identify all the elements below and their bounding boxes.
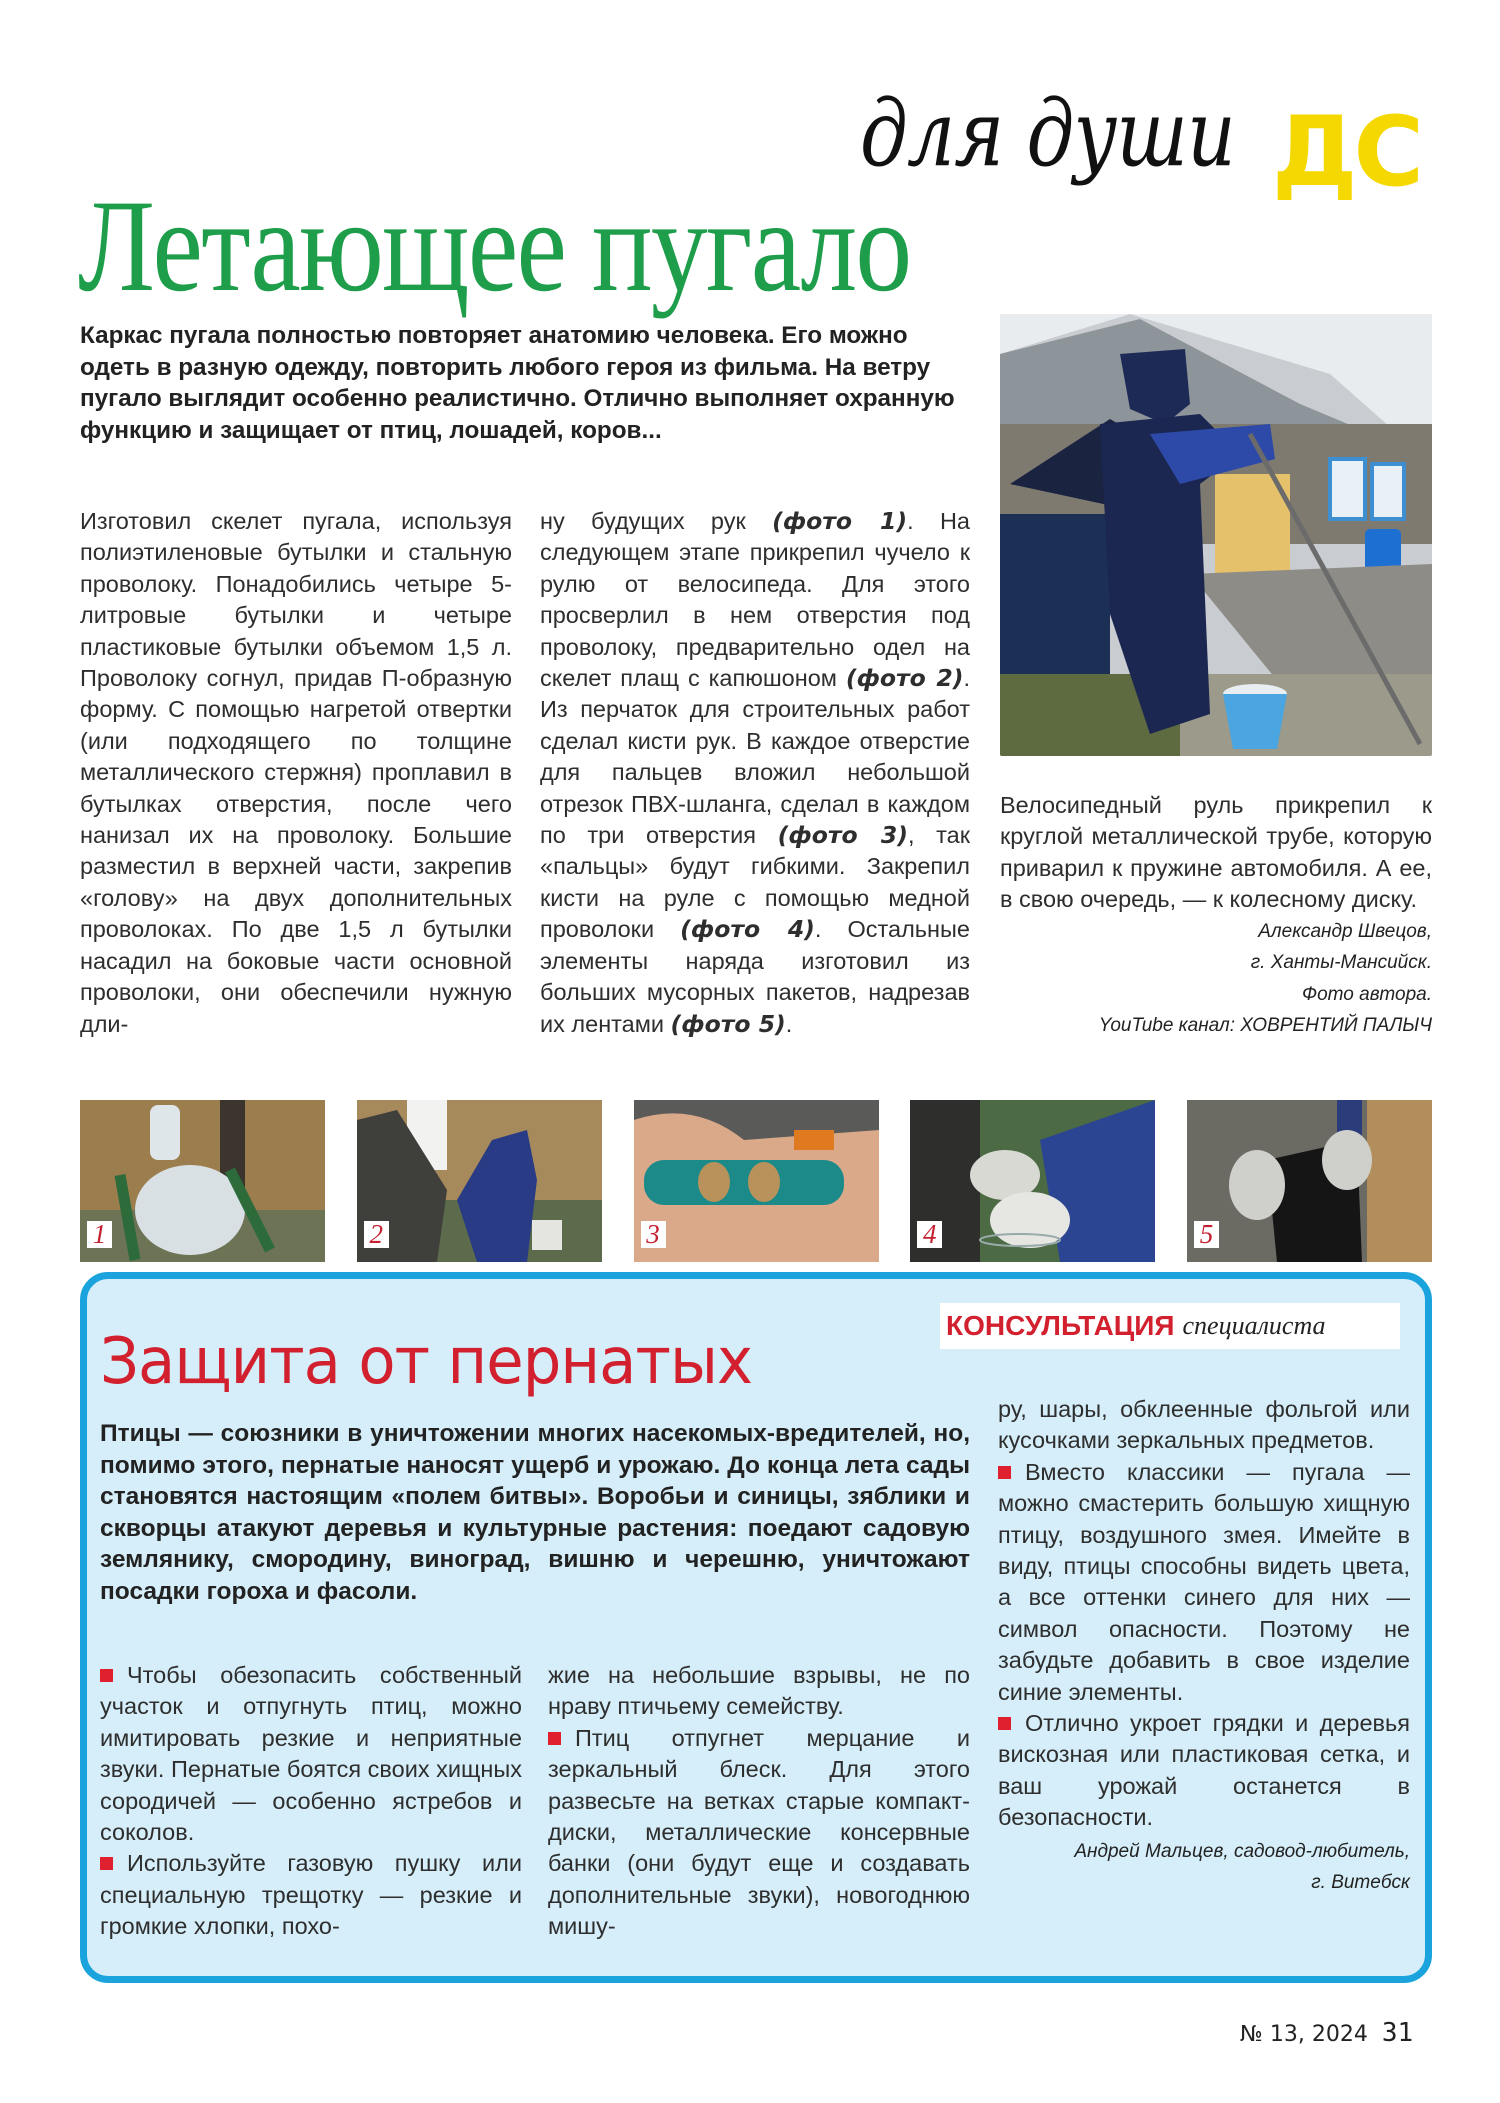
text-segment: ну будущих рук	[540, 508, 773, 534]
dressing-scarecrow-photo-icon	[357, 1100, 602, 1262]
author-name: Александр Швецов,	[1258, 920, 1432, 942]
section-rubric: для души	[860, 80, 1235, 187]
photo-number: 5	[1194, 1221, 1219, 1248]
text-segment: . На следующем этапе прикрепил чучело к рулю от велосипеда. Для этого просверлил в нем отверстия под проволоку, предварительно одел на скелет плащ с капюшоном	[540, 508, 970, 692]
photo-number: 4	[917, 1221, 942, 1248]
text-segment: . Остальные элементы наряда изготовил из больших мусорных пакетов, надрезав их лентами	[540, 916, 970, 1037]
consultation-title: Защита от пернатых	[100, 1325, 753, 1399]
photo-number: 3	[641, 1221, 666, 1248]
text-segment: . Из перчаток для строительных работ сделал кисти рук. В каждое отверстие для пальцев вложил небольшой отрезок ПВХ-шланга, сделал в каждом по три отверстия	[540, 665, 970, 849]
red-square-bullet-icon	[100, 1669, 113, 1682]
column-3-text: Велосипедный руль прикрепил к круглой металлической трубе, которую приварил к пружине автомобиля. А ее, в свою очередь, — к колесному диску.	[1000, 792, 1432, 913]
tip-item	[100, 1848, 522, 1942]
photo-number: 2	[364, 1221, 389, 1248]
tip-text: Используйте газовую пушку или специальную трещотку — резкие и громкие хлопки, похо-	[100, 1850, 522, 1940]
issue-number: № 13, 2024	[1240, 2022, 1368, 2047]
photo-reference-5: (фото 5)	[670, 1009, 786, 1038]
photo-number: 1	[87, 1221, 112, 1248]
consultation-column-3	[998, 1394, 1410, 1899]
red-square-bullet-icon	[998, 1466, 1011, 1479]
author-byline	[1000, 916, 1432, 1042]
tip-text: Чтобы обезопасить собственный участок и отпугнуть птиц, можно имитировать резкие и неприятные звуки. Пернатые боятся своих хищных сородичей — особенно ястребов и соколов.	[100, 1662, 522, 1846]
red-square-bullet-icon	[548, 1732, 561, 1745]
article-title: Летающее пугало	[78, 172, 911, 319]
photo-strip	[80, 1100, 1432, 1262]
article-column-2	[540, 506, 970, 1040]
main-photo	[1000, 314, 1432, 756]
tip-item	[998, 1457, 1410, 1708]
tip-text: Отлично укроет грядки и деревья вискозная или пластиковая сетка, и ваш урожай останется в безопасности.	[998, 1710, 1410, 1831]
text-segment: .	[785, 1010, 793, 1037]
magazine-logo: ДС	[1272, 96, 1420, 208]
photo-1	[80, 1100, 325, 1262]
red-square-bullet-icon	[998, 1717, 1011, 1730]
badge-main-label: КОНСУЛЬТАЦИЯ	[946, 1310, 1175, 1341]
consultation-column-2	[548, 1660, 970, 1943]
photo-reference-3: (фото 3)	[777, 821, 908, 850]
photo-3	[634, 1100, 879, 1262]
article-column-3	[1000, 790, 1432, 1042]
glove-wiring-photo-icon	[910, 1100, 1155, 1262]
tip-text: Вместо классики — пугала — можно смастерить большую хищную птицу, воздушного змея. Имейте в виду, птицы способны видеть цвета, а все оттенки синего для них — символ опасности. Поэтому не забудьте добавить в свое изделие синие элементы.	[998, 1458, 1410, 1705]
tip-continuation: жие на небольшие взрывы, не по нраву птичьему семейству.	[548, 1662, 970, 1720]
article-lead: Каркас пугала полностью повторяет анатомию человека. Его можно одеть в разную одежду, повторить любого героя из фильма. На ветру пугало выглядит особенно реалистично. Отлично выполняет охранную функцию и защищает от птиц, лошадей, коров...	[80, 322, 955, 444]
photo-credit: Фото автора.	[1302, 983, 1432, 1005]
consultant-city: г. Витебск	[1311, 1872, 1410, 1894]
photo-2	[357, 1100, 602, 1262]
article-column-1: Изготовил скелет пугала, используя полиэтиленовые бутылки и стальную проволоку. Понадобились четыре 5-литровые бутылки и четыре пластиковые бутылки объемом 1,5 л. Проволоку согнул, придав П-образную форму. С помощью нагретой отвертки (или подходящего по толщине металлического стержня) проплавил в бутылках отверстия, после чего нанизал их на проволоку. Большие разместил в верхней части, закрепив «голову» на двух дополнительных проволоках. По две 1,5 л бутылки насадил на боковые части основной проволоки, они обеспечили нужную дли-	[80, 508, 512, 1037]
scarecrow-photo-icon	[1000, 314, 1432, 756]
badge-sub-label: специалиста	[1182, 1311, 1326, 1340]
trash-bag-outfit-photo-icon	[1187, 1100, 1432, 1262]
tip-item	[548, 1723, 970, 1943]
bottle-skeleton-photo-icon	[80, 1100, 325, 1262]
consultation-badge	[940, 1303, 1400, 1349]
text-segment: , так «пальцы» будут гибкими. Закрепил кисти на руле с помощью медной проволоки	[540, 822, 970, 943]
tip-continuation: ру, шары, обклеенные фольгой или кусочками зеркальных предметов.	[998, 1396, 1410, 1454]
youtube-channel: YouTube канал: ХОВРЕНТИЙ ПАЛЫЧ	[1098, 1015, 1432, 1037]
page-footer	[1240, 2018, 1413, 2048]
consultant-name: Андрей Мальцев, садовод-любитель,	[1074, 1840, 1410, 1862]
tip-text: Птиц отпугнет мерцание и зеркальный блеск. Для этого развесьте на ветках старые компакт-диски, металлические консервные банки (они будут еще и создавать дополнительные звуки), новогоднюю мишу-	[548, 1724, 970, 1940]
hose-piece-photo-icon	[634, 1100, 879, 1262]
page-number: 31	[1381, 2018, 1414, 2048]
consultation-byline	[998, 1836, 1410, 1899]
tip-item	[100, 1660, 522, 1848]
photo-reference-1: (фото 1)	[772, 507, 908, 535]
red-square-bullet-icon	[100, 1857, 113, 1870]
photo-4	[910, 1100, 1155, 1262]
photo-reference-4: (фото 4)	[680, 915, 815, 944]
photo-5	[1187, 1100, 1432, 1262]
tip-item	[998, 1708, 1410, 1834]
consultation-lead: Птицы — союзники в уничтожении многих насекомых-вредителей, но, помимо этого, пернатые наносят ущерб и урожаю. До конца лета сады становятся настоящим «полем битвы». Воробьи и синицы, зяблики и скворцы атакуют деревья и культурные растения: поедают садовую землянику, смородину, виноград, вишню и черешню, уничтожают посадки гороха и фасоли.	[100, 1420, 970, 1605]
author-city: г. Ханты-Мансийск.	[1250, 952, 1432, 974]
consultation-column-1	[100, 1660, 522, 1943]
photo-reference-2: (фото 2)	[845, 664, 964, 693]
